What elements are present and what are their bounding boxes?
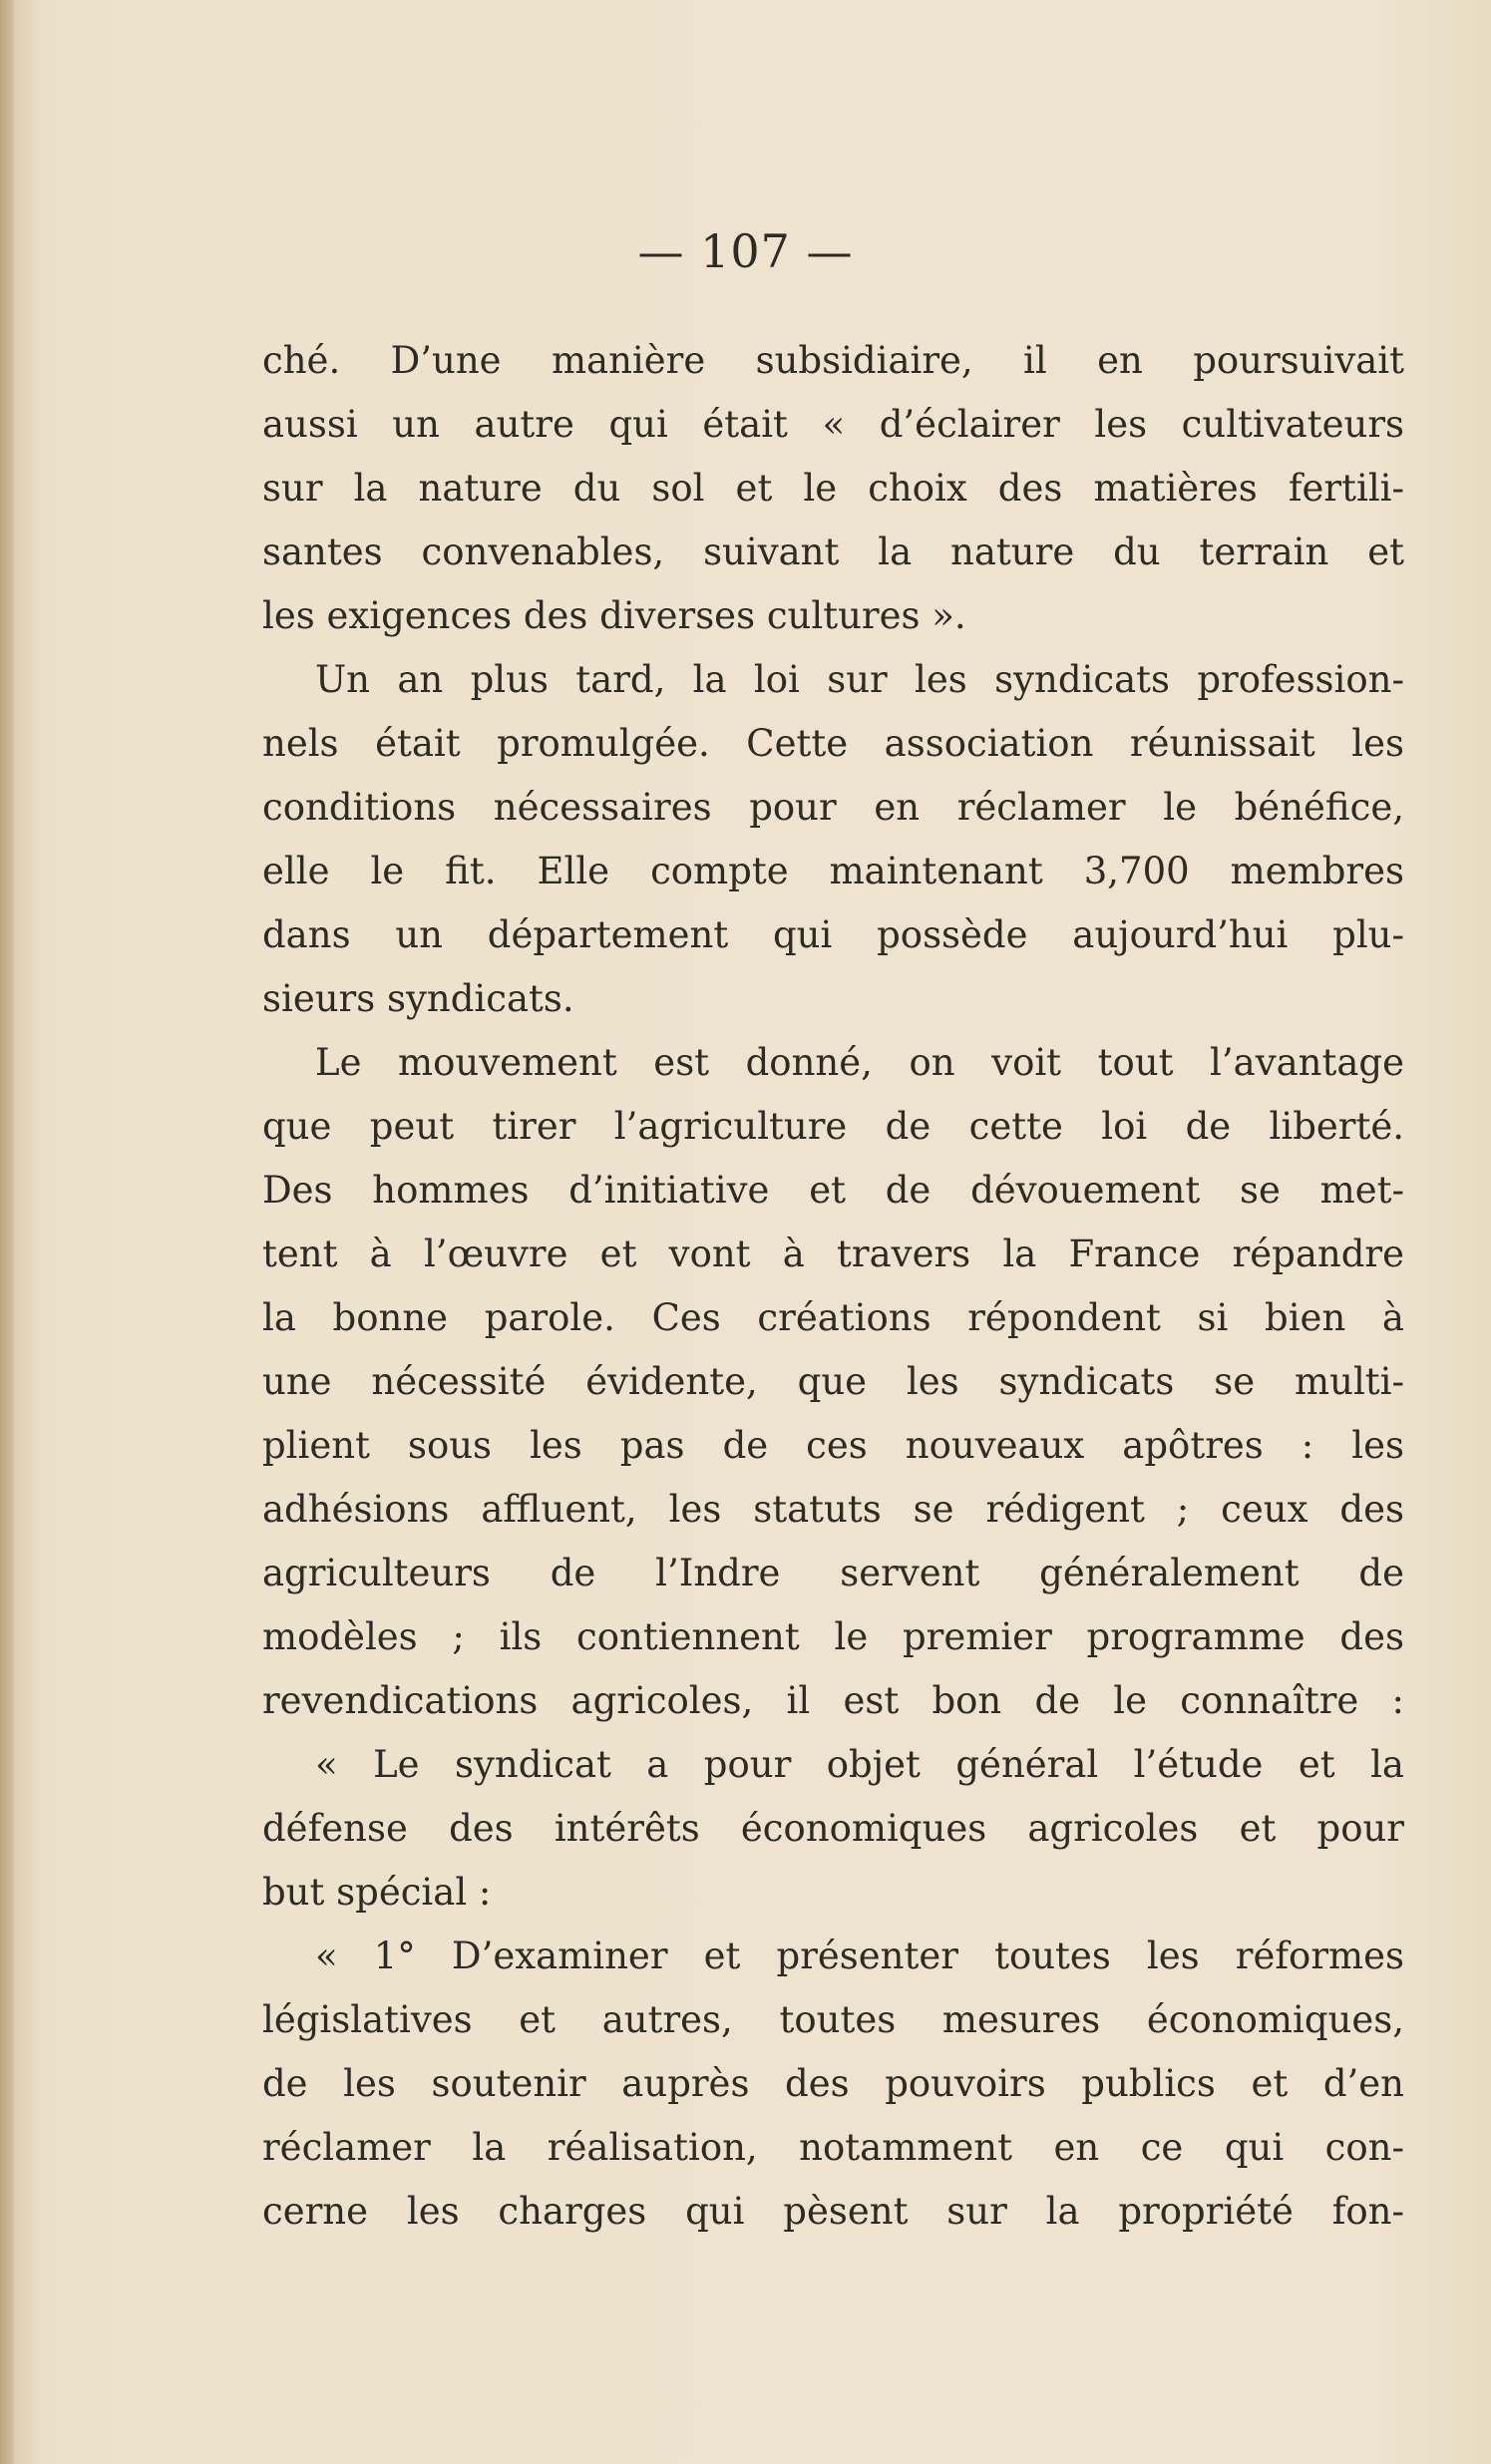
text-line: revendications agricoles, il est bon de le connaître : bbox=[262, 1679, 1404, 1722]
text-line: tent à l’œuvre et vont à travers la France répandre bbox=[262, 1232, 1404, 1275]
text-line: législatives et autres, toutes mesures économiques, bbox=[262, 1998, 1404, 2041]
text-line: cerne les charges qui pèsent sur la propriété fon- bbox=[262, 2190, 1404, 2233]
text-line: santes convenables, suivant la nature du terrain et bbox=[262, 530, 1404, 573]
text-line: « Le syndicat a pour objet général l’étude et la bbox=[315, 1743, 1404, 1786]
text-line: elle le fit. Elle compte maintenant 3,700 membres bbox=[262, 850, 1404, 892]
text-line: la bonne parole. Ces créations répondent si bien à bbox=[262, 1296, 1404, 1339]
text-line: conditions nécessaires pour en réclamer le bénéfice, bbox=[262, 786, 1404, 829]
text-line: sieurs syndicats. bbox=[262, 977, 574, 1020]
text-line: « 1° D’examiner et présenter toutes les réformes bbox=[315, 1935, 1404, 1977]
text-line: plient sous les pas de ces nouveaux apôtres : les bbox=[262, 1424, 1404, 1467]
text-line: les exigences des diverses cultures ». bbox=[262, 594, 966, 637]
text-line: dans un département qui possède aujourd’hui plu- bbox=[262, 913, 1404, 956]
text-line: aussi un autre qui était « d’éclairer les cultivateurs bbox=[262, 403, 1404, 446]
text-line: nels était promulgée. Cette association réunissait les bbox=[262, 722, 1404, 765]
text-line: but spécial : bbox=[262, 1871, 492, 1914]
text-line: réclamer la réalisation, notamment en ce qui con- bbox=[262, 2126, 1404, 2169]
text-line: Le mouvement est donné, on voit tout l’avantage bbox=[315, 1041, 1404, 1084]
page-number: — 107 — bbox=[637, 224, 854, 278]
text-line: Un an plus tard, la loi sur les syndicats profession- bbox=[315, 658, 1404, 701]
text-line: de les soutenir auprès des pouvoirs publics et d’en bbox=[262, 2062, 1404, 2105]
text-line: défense des intérêts économiques agricoles et pour bbox=[262, 1807, 1404, 1850]
text-line: ché. D’une manière subsidiaire, il en poursuivait bbox=[262, 339, 1404, 382]
text-line: que peut tirer l’agriculture de cette loi de liberté. bbox=[262, 1105, 1404, 1148]
page-binding-edge bbox=[0, 0, 14, 2464]
text-line: Des hommes d’initiative et de dévouement se met- bbox=[262, 1169, 1404, 1212]
text-line: adhésions affluent, les statuts se rédigent ; ceux des bbox=[262, 1488, 1404, 1531]
text-line: une nécessité évidente, que les syndicats se multi- bbox=[262, 1360, 1404, 1403]
text-line: sur la nature du sol et le choix des matières fertili- bbox=[262, 467, 1404, 510]
text-line: modèles ; ils contiennent le premier programme des bbox=[262, 1615, 1404, 1658]
body-text bbox=[262, 329, 1404, 2244]
text-line: agriculteurs de l’Indre servent généralement de bbox=[262, 1552, 1404, 1594]
